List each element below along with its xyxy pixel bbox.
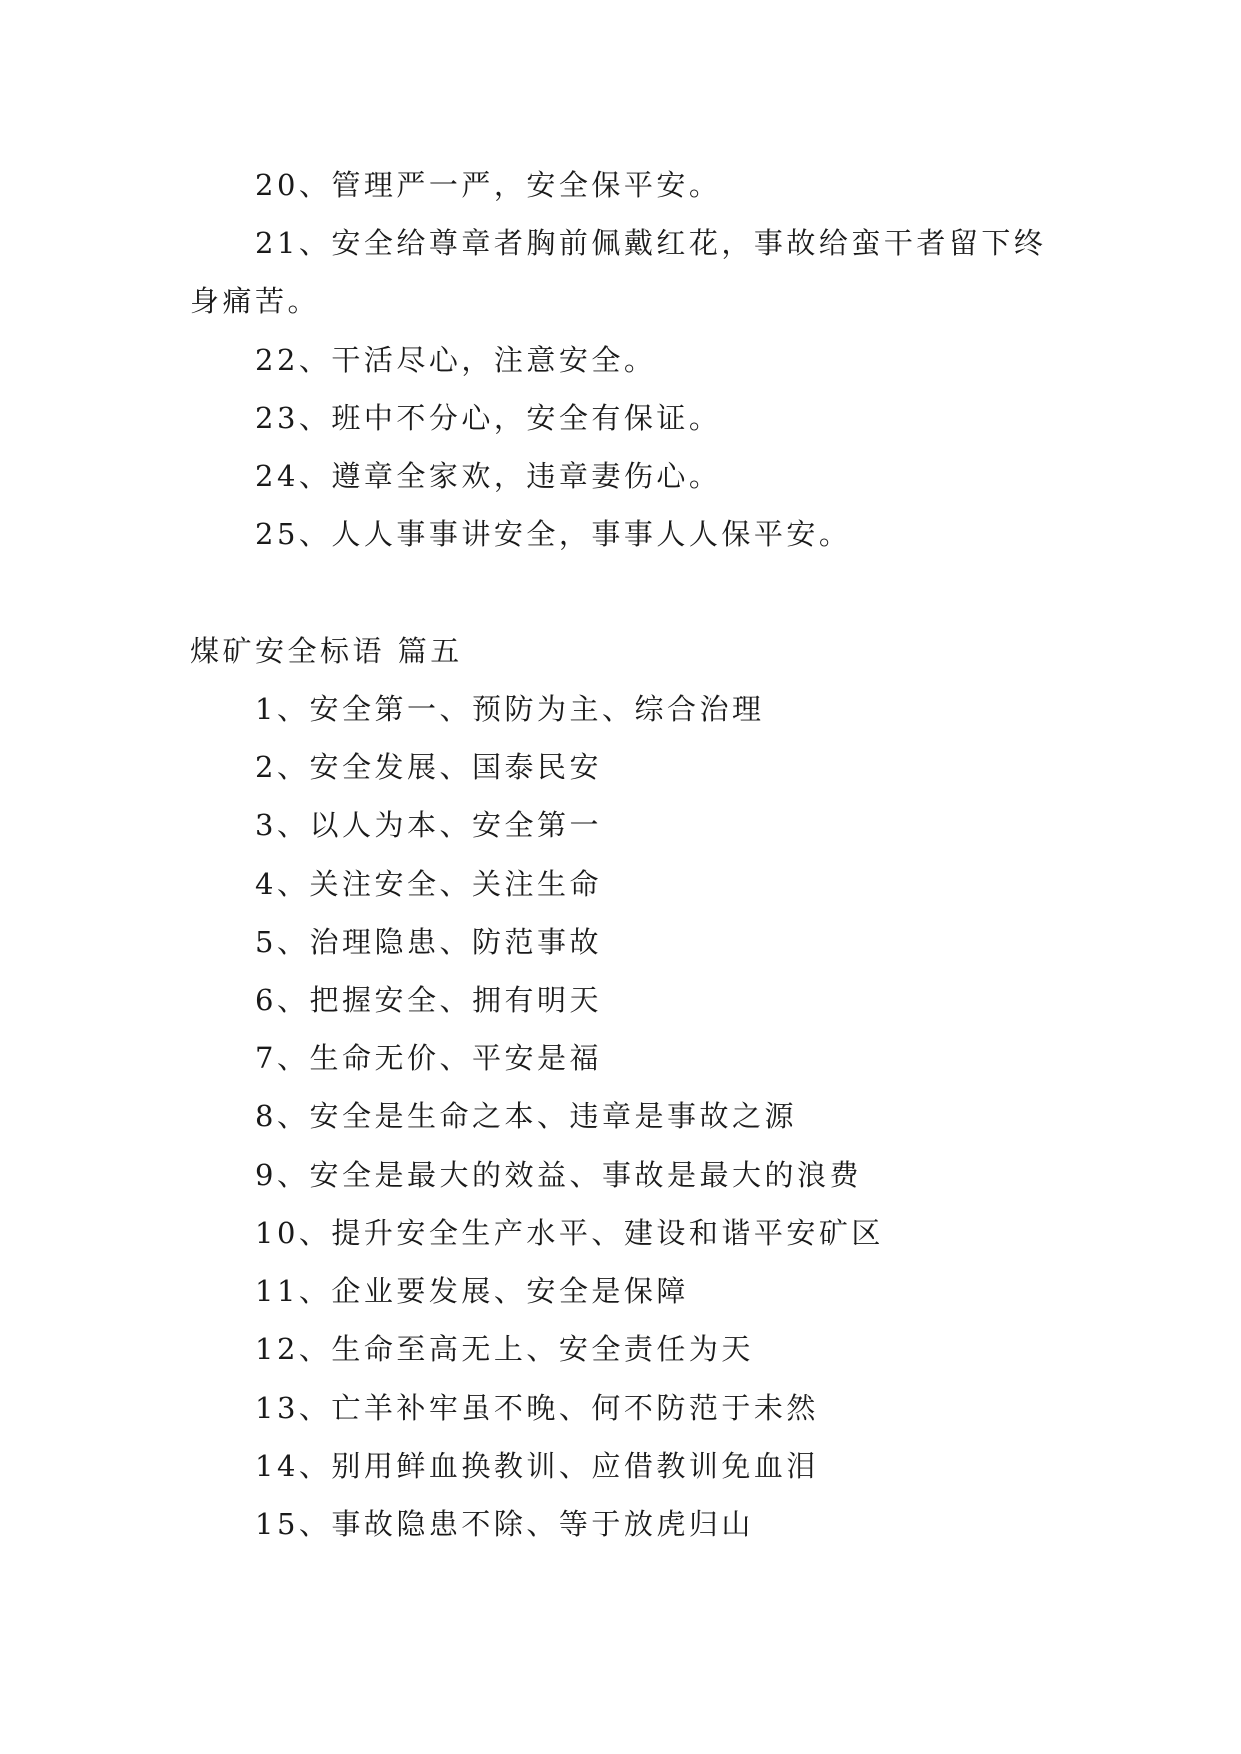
slogan-line: 7、生命无价、平安是福 <box>255 1041 602 1075</box>
slogan-line: 15、事故隐患不除、等于放虎归山 <box>255 1507 754 1541</box>
slogan-line: 2、安全发展、国泰民安 <box>255 750 602 784</box>
slogan-line: 12、生命至高无上、安全责任为天 <box>255 1332 754 1366</box>
slogan-line-continuation: 身痛苦。 <box>190 284 321 318</box>
slogan-line: 25、人人事事讲安全，事事人人保平安。 <box>255 517 852 551</box>
slogan-line: 20、管理严一严，安全保平安。 <box>255 168 722 202</box>
slogan-line: 6、把握安全、拥有明天 <box>255 983 602 1017</box>
slogan-line: 4、关注安全、关注生命 <box>255 867 602 901</box>
slogan-line: 1、安全第一、预防为主、综合治理 <box>255 692 765 726</box>
slogan-line: 23、班中不分心，安全有保证。 <box>255 401 722 435</box>
slogan-line: 14、别用鲜血换教训、应借教训免血泪 <box>255 1449 819 1483</box>
slogan-line: 8、安全是生命之本、违章是事故之源 <box>255 1099 797 1133</box>
slogan-line: 11、企业要发展、安全是保障 <box>255 1274 689 1308</box>
section-heading: 煤矿安全标语 篇五 <box>190 634 463 668</box>
slogan-line: 5、治理隐患、防范事故 <box>255 925 602 959</box>
slogan-line: 21、安全给尊章者胸前佩戴红花，事故给蛮干者留下终 <box>255 226 1047 260</box>
slogan-line: 10、提升安全生产水平、建设和谐平安矿区 <box>255 1216 884 1250</box>
slogan-line: 22、干活尽心，注意安全。 <box>255 343 657 377</box>
slogan-line: 24、遵章全家欢，违章妻伤心。 <box>255 459 722 493</box>
slogan-line: 9、安全是最大的效益、事故是最大的浪费 <box>255 1158 862 1192</box>
slogan-line: 3、以人为本、安全第一 <box>255 808 602 842</box>
slogan-line: 13、亡羊补牢虽不晚、何不防范于未然 <box>255 1391 819 1425</box>
